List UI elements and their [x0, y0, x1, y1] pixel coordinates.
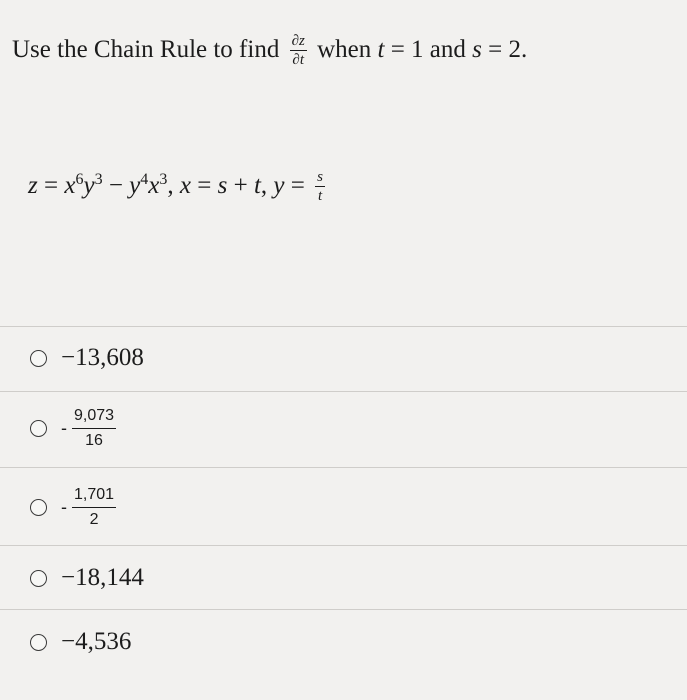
question-when: when	[317, 36, 372, 63]
radio-button[interactable]	[30, 499, 47, 516]
option-denominator: 16	[85, 431, 103, 449]
eq-y: y	[273, 172, 285, 199]
eq-equals: =	[284, 172, 312, 199]
radio-button[interactable]	[30, 420, 47, 437]
eq-z: z	[28, 172, 38, 199]
answer-option-4[interactable]	[30, 558, 144, 598]
s-variable: s	[472, 36, 482, 63]
eq-x: x	[64, 172, 76, 199]
minus-sign: -	[61, 496, 67, 517]
eq-y: y	[83, 172, 95, 199]
radio-button[interactable]	[30, 350, 47, 367]
radio-button[interactable]	[30, 634, 47, 651]
partial-derivative	[290, 34, 307, 68]
eq-y: y	[129, 172, 141, 199]
derivative-denominator: ∂t	[292, 52, 304, 69]
question-text	[12, 30, 527, 70]
answer-option-5[interactable]	[30, 622, 131, 662]
answer-option-2[interactable]	[30, 408, 116, 448]
option-numerator: 1,701	[72, 486, 116, 508]
option-label: −4,536	[61, 628, 132, 655]
option-fraction	[61, 407, 116, 450]
divider	[0, 545, 687, 546]
eq-x: x	[148, 172, 160, 199]
option-label: −13,608	[61, 344, 144, 371]
eq-x: x	[179, 172, 191, 199]
eq-comma: ,	[167, 172, 180, 199]
divider	[0, 609, 687, 610]
t-variable: t	[377, 36, 385, 63]
divider	[0, 326, 687, 327]
eq-plus: +	[227, 172, 254, 199]
divider	[0, 391, 687, 392]
minus-sign: -	[61, 417, 67, 438]
question-prefix: Use the Chain Rule to find	[12, 36, 280, 63]
option-fraction	[61, 486, 116, 529]
fraction-numerator: s	[317, 169, 323, 186]
eq-equals: =	[37, 172, 65, 199]
option-numerator: 9,073	[72, 407, 116, 429]
eq-s: s	[217, 172, 228, 199]
eq-exponent: 6	[75, 171, 84, 188]
radio-button[interactable]	[30, 570, 47, 587]
eq-exponent: 3	[94, 171, 103, 188]
option-label: −18,144	[61, 564, 144, 591]
s-over-t-fraction	[315, 170, 325, 204]
eq-exponent: 4	[140, 171, 149, 188]
eq-comma: ,	[260, 172, 274, 199]
divider	[0, 467, 687, 468]
function-definition	[28, 160, 329, 206]
eq-equals: =	[191, 172, 218, 199]
eq-exponent: 3	[159, 171, 168, 188]
answer-option-1[interactable]	[30, 338, 144, 378]
eq-t: t	[253, 172, 261, 199]
fraction-denominator: t	[317, 188, 323, 205]
s-condition: = 2.	[481, 36, 528, 63]
t-condition: = 1 and	[384, 36, 473, 63]
eq-minus: −	[102, 172, 130, 199]
option-denominator: 2	[89, 510, 99, 528]
derivative-numerator: ∂z	[291, 33, 305, 50]
answer-option-3[interactable]	[30, 487, 116, 527]
